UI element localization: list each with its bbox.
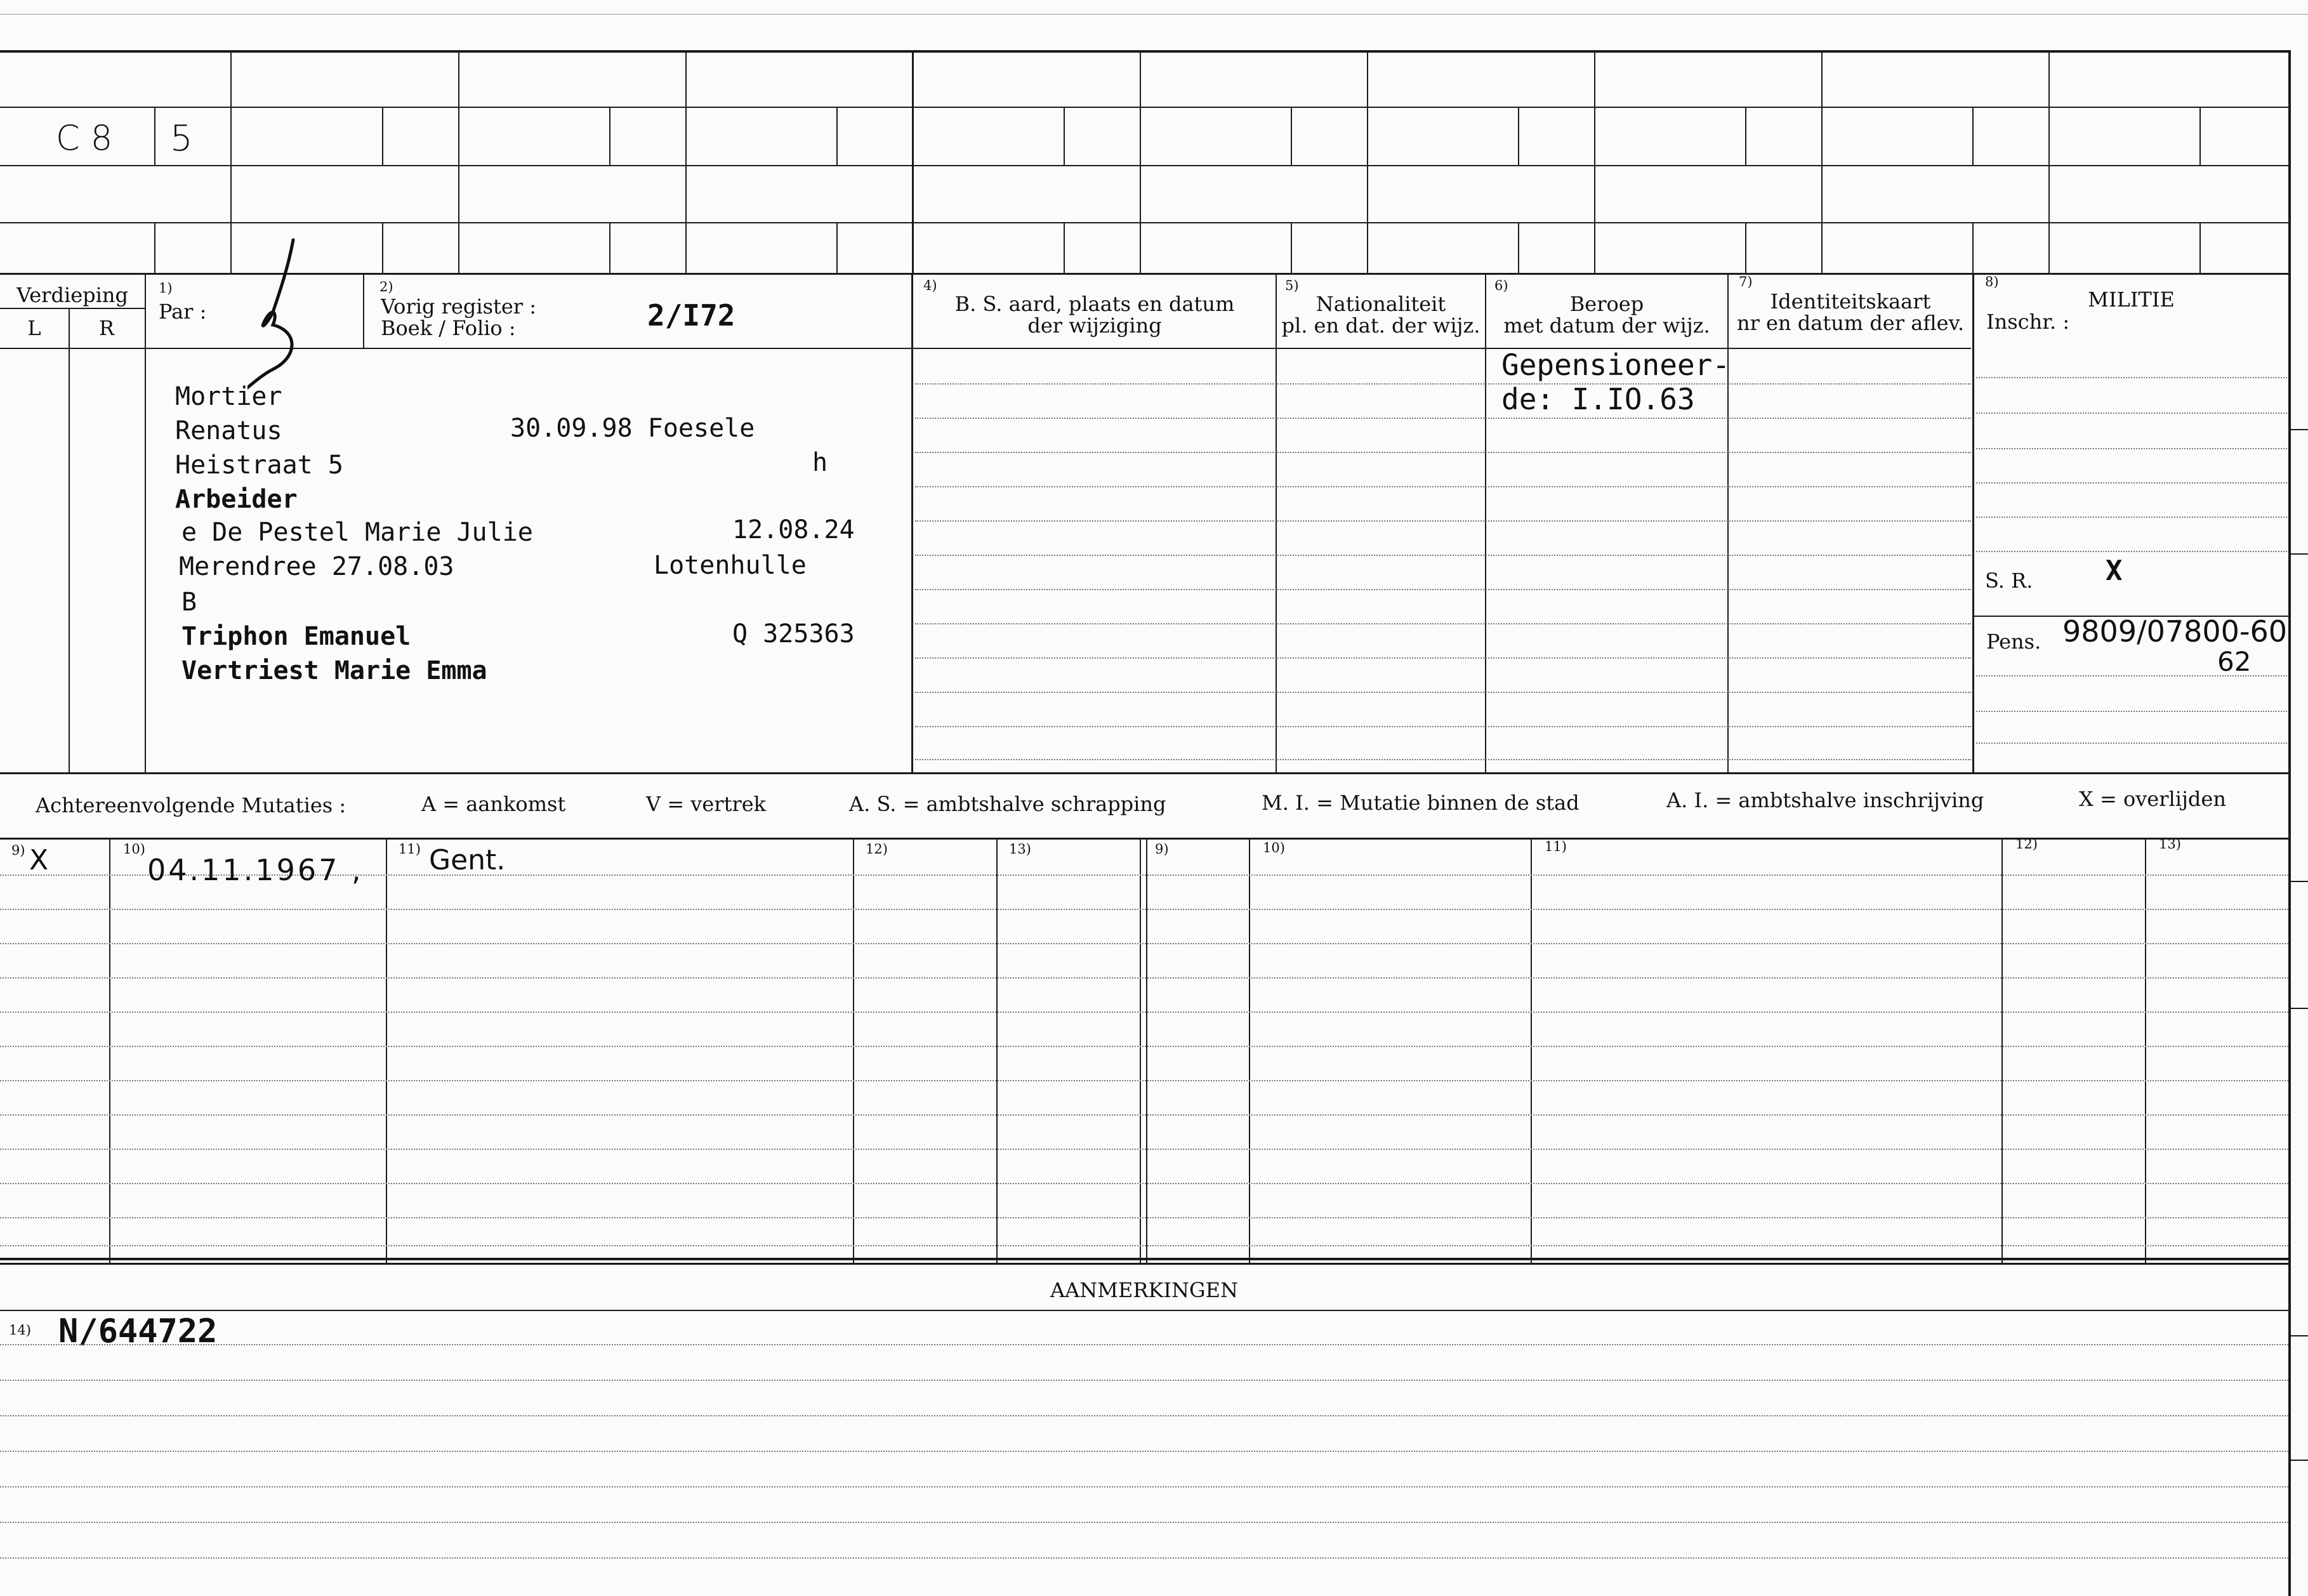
note-6: 6)	[1494, 278, 1508, 293]
note-1: 1)	[159, 280, 173, 296]
vorig-register-label: Vorig register :	[381, 294, 537, 319]
paper-edge	[0, 14, 2308, 15]
remarks-title: AANMERKINGEN	[1050, 1278, 1238, 1302]
id-number: Q 325363	[732, 619, 855, 649]
mut-h12-right: 12)	[2015, 836, 2038, 852]
mut-h13-left: 13)	[1009, 841, 1031, 857]
col-r-label: R	[98, 316, 115, 340]
note-7: 7)	[1739, 274, 1753, 289]
nat-label-2: pl. en dat. der wijz.	[1281, 313, 1480, 338]
beroep-value-2: de: I.IO.63	[1501, 382, 1695, 416]
legend-x: X = overlijden	[2079, 787, 2226, 811]
col-id-right	[1972, 274, 1974, 772]
spouse-birth: Merendree 27.08.03	[179, 552, 454, 581]
col-lr-divider	[69, 309, 70, 772]
legend-ai: A. I. = ambtshalve inschrijving	[1666, 788, 1984, 812]
spouse-marriage-date: 12.08.24	[732, 515, 855, 544]
inschr-label: Inschr. :	[1986, 310, 2070, 334]
legend-v: V = vertrek	[646, 792, 767, 816]
legend-title: Achtereenvolgende Mutaties :	[36, 793, 346, 817]
note-2: 2)	[379, 279, 393, 294]
mut-h9-right: 9)	[1155, 841, 1169, 857]
bs-label-2: der wijziging	[1027, 313, 1162, 338]
mut-h12-left: 12)	[866, 841, 888, 857]
card-number: 5	[170, 118, 193, 159]
sr-value: X	[2106, 555, 2123, 587]
remarks-header-line	[0, 1310, 2288, 1311]
verdieping-split	[0, 308, 145, 309]
mutation-1-date: 04.11.1967 ,	[147, 853, 364, 887]
boek-folio-label: Boek / Folio :	[381, 316, 516, 340]
par-label: Par :	[159, 300, 207, 324]
note-4: 4)	[923, 278, 937, 293]
note-5: 5)	[1285, 278, 1299, 293]
bs-label-1: B. S. aard, plaats en datum	[954, 292, 1235, 316]
legend-a: A = aankomst	[421, 792, 566, 816]
mut-h11-left: 11)	[399, 841, 421, 857]
pens-sub: 62	[2217, 646, 2252, 677]
mut-h13-right: 13)	[2159, 836, 2181, 852]
id-label-2: nr en datum der aflev.	[1736, 311, 1965, 335]
mut-h10-left: 10)	[123, 841, 145, 857]
remarks-top-border	[0, 1258, 2291, 1260]
legend-as: A. S. = ambtshalve schrapping	[849, 792, 1166, 816]
col-bs-right	[1276, 274, 1277, 772]
person-surname: Mortier	[175, 382, 282, 411]
person-first-name: Renatus	[175, 416, 282, 445]
militie-label: MILITIE	[2088, 287, 2175, 312]
beroep-label-1: Beroep	[1569, 292, 1644, 316]
mutation-1-place: Gent.	[429, 844, 506, 876]
id-label-1: Identiteitskaart	[1770, 289, 1931, 313]
col-l-label: L	[27, 316, 41, 340]
nat-label-1: Nationaliteit	[1316, 292, 1446, 316]
mut-h9-left: 9)	[11, 843, 25, 858]
card-code: C 8	[56, 118, 113, 158]
right-border	[2288, 50, 2291, 1596]
status-b: B	[181, 588, 197, 617]
body-bottom-line	[0, 772, 2288, 774]
sr-label: S. R.	[1985, 569, 2033, 593]
vorig-register-value: 2/I72	[647, 298, 735, 333]
note-14: 14)	[9, 1322, 31, 1338]
remarks-value: N/644722	[58, 1312, 218, 1350]
mother-name: Vertriest Marie Emma	[181, 656, 487, 685]
person-birth: 30.09.98 Foesele	[510, 414, 755, 443]
col-verdieping-right	[145, 274, 146, 772]
beroep-label-2: met datum der wijz.	[1503, 313, 1710, 338]
person-code-h: h	[812, 448, 828, 477]
beroep-value-1: Gepensioneer-	[1501, 348, 1731, 382]
father-name: Triphon Emanuel	[181, 622, 411, 651]
col-main-right	[911, 274, 913, 772]
mutations-top-line	[0, 838, 2288, 840]
par-handwritten-mark	[247, 236, 311, 401]
pens-value: 9809/07800-60	[2062, 614, 2288, 649]
verdieping-label: Verdieping	[16, 283, 128, 307]
mut-h11-right: 11)	[1545, 839, 1567, 854]
legend-mi: M. I. = Mutatie binnen de stad	[1262, 791, 1579, 815]
top-border	[0, 50, 2291, 53]
spouse-name: e De Pestel Marie Julie	[181, 518, 533, 547]
note-8: 8)	[1985, 274, 1999, 289]
mut-h10-right: 10)	[1263, 840, 1285, 855]
mutations-bottom-line	[0, 1263, 2288, 1265]
mutation-1-type: X	[29, 844, 49, 876]
person-street: Heistraat 5	[175, 451, 343, 480]
pens-label: Pens.	[1986, 630, 2041, 654]
person-profession: Arbeider	[175, 485, 298, 514]
col-par-right	[363, 274, 364, 349]
spouse-place: Lotenhulle	[654, 551, 807, 580]
col-nat-right	[1485, 274, 1486, 772]
